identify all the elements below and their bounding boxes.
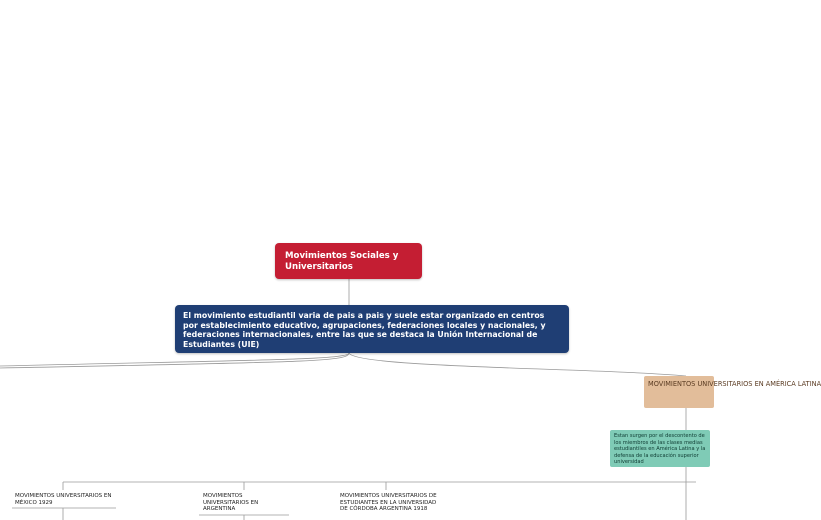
connector-main-latam	[349, 353, 686, 376]
topic-argentina-label: MOVIMIENTOS UNIVERSITARIOS EN ARGENTINA	[203, 493, 259, 513]
connector-main-left-2	[0, 353, 349, 366]
topic-mexico-1929-label: MOVIMIENTOS UNIVERSITARIOS EN MÉXICO 1929	[15, 493, 112, 506]
main-topic-label: El movimiento estudiantil varia de pais a pais y suele estar organizado en centros por establecimiento educativo, agrupaciones, federaciones locales y nacionales, y federaciones internacionales, entre las que se destaca la Unión Internacional de Estudiantes (UIE)	[183, 311, 546, 349]
root-topic-label: Movimientos Sociales y Universitarios	[285, 251, 399, 272]
topic-argentina[interactable]	[203, 493, 283, 513]
topic-latin-america-description-label: Estan surgen por el descontento de los miembros de las clases medias estudiantiles en América Latina y la defensa de la educación superior universidad	[614, 433, 706, 465]
topic-cordoba-1918[interactable]	[340, 493, 440, 513]
topic-latin-america-label: MOVIMIENTOS UNIVERSITARIOS EN AMÉRICA LATINA	[648, 380, 821, 388]
topic-latin-america-description[interactable]	[610, 430, 710, 467]
topic-latin-america[interactable]	[644, 376, 821, 408]
topic-cordoba-1918-label: MOVIMIENTOS UNIVERSITARIOS DE ESTUDIANTES EN LA UNIVERSIDAD DE CÓRDOBA ARGENTINA 1918	[340, 493, 437, 513]
connector-main-left	[0, 353, 349, 368]
topic-mexico-1929[interactable]	[15, 493, 125, 506]
main-topic[interactable]	[175, 305, 569, 353]
root-topic[interactable]	[275, 243, 422, 279]
